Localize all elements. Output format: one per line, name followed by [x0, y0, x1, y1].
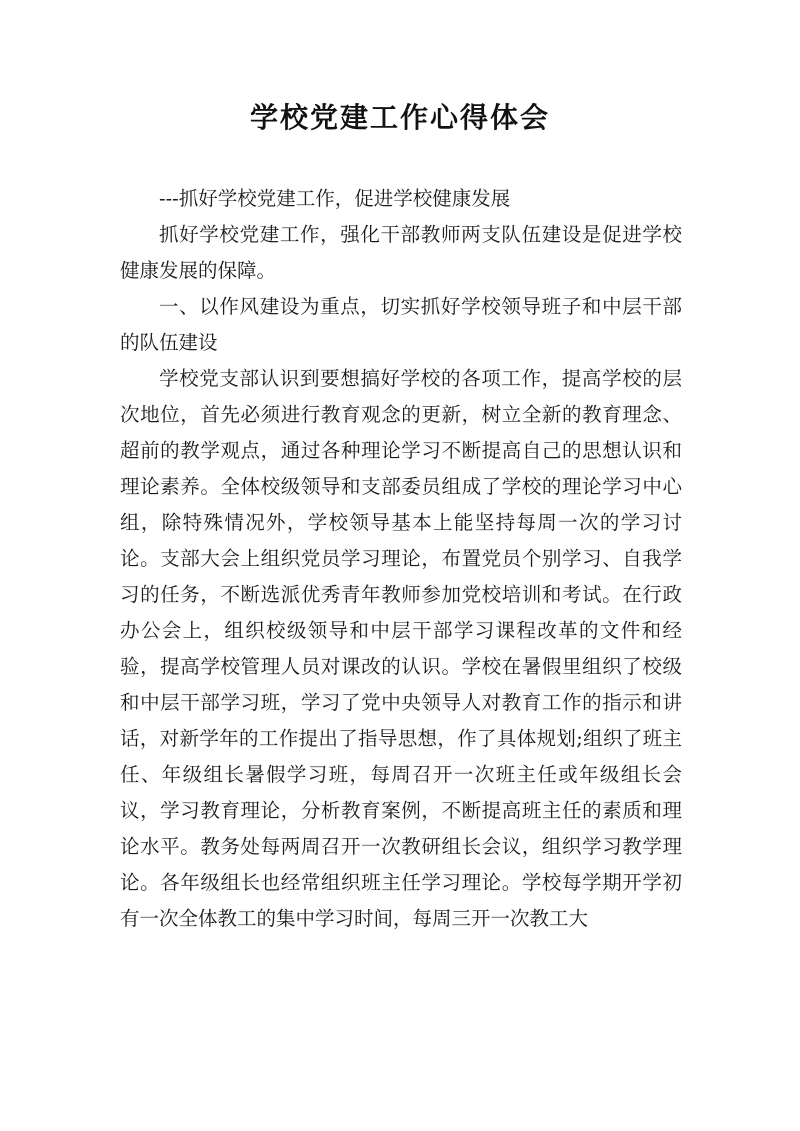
- document-title: 学校党建工作心得体会: [249, 101, 550, 134]
- section-heading-1: 一、以作风建设为重点，切实抓好学校领导班子和中层干部的队伍建设: [120, 295, 682, 354]
- document-body: [120, 181, 682, 937]
- document-subtitle: ---抓好学校党建工作，促进学校健康发展: [159, 187, 511, 210]
- paragraph-intro: 抓好学校党建工作，强化干部教师两支队伍建设是促进学校健康发展的保障。: [120, 223, 682, 282]
- paragraph-section-1: 学校党支部认识到要想搞好学校的各项工作，提高学校的层次地位，首先必须进行教育观念的更新，树立全新的教育理念、超前的教学观点，通过各种理论学习不断提高自己的思想认识和理论素养。全体校级领导和支部委员组成了学校的理论学习中心组，除特殊情况外，学校领导基本上能坚持每周一次的学习讨论。支部大会上组织党员学习理论，布置党员个别学习、自我学习的任务，不断选派优秀青年教师参加党校培训和考试。在行政办公会上，组织校级领导和中层干部学习课程改革的文件和经验，提高学校管理人员对课改的认识。学校在暑假里组织了校级和中层干部学习班，学习了党中央领导人对教育工作的指示和讲话，对新学年的工作提出了指导思想，作了具体规划;组织了班主任、年级组长暑假学习班，每周召开一次班主任或年级组长会议，学习教育理论，分析教育案例，不断提高班主任的素质和理论水平。教务处每两周召开一次教研组长会议，组织学习教学理论。各年级组长也经常组织班主任学习理论。学校每学期开学初有一次全体教工的集中学习时间，每周三开一次教工大: [120, 367, 682, 930]
